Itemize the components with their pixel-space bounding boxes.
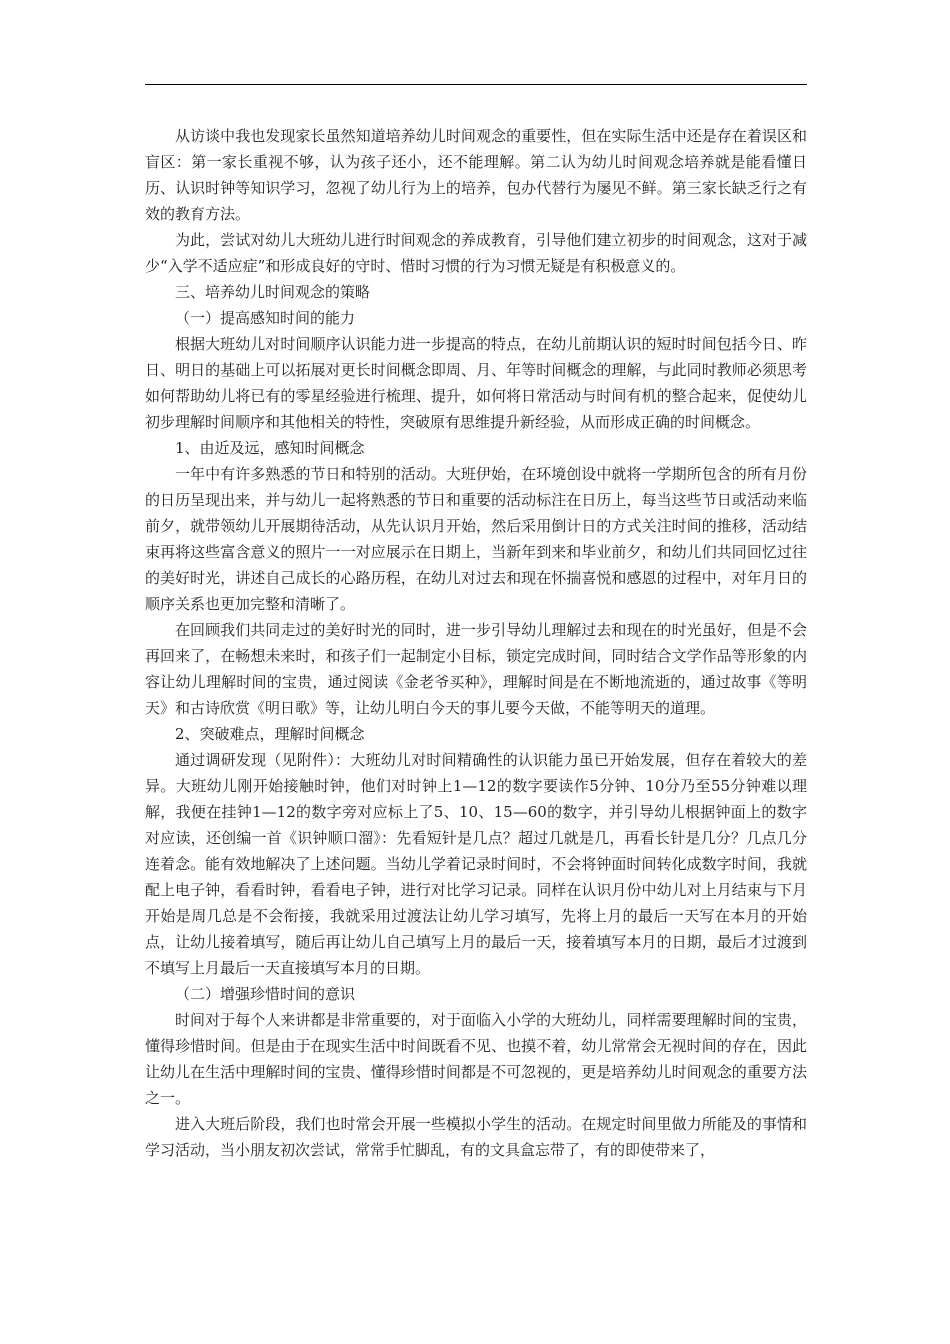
item-heading-near-to-far: 1、由近及远，感知时间概念 [175, 439, 365, 457]
paragraph-simulated-school: 进入大班后阶段，我们也时常会开展一些模拟小学生的活动。在规定时间里做力所能及的事情和学习活动，当小朋友初次尝试，常常手忙脚乱，有的文具盒忘带了，有的即使带来了， [145, 1115, 807, 1159]
paragraph-reviewing-time: 在回顾我们共同走过的美好时光的同时，进一步引导幼儿理解过去和现在的时光虽好，但是不会再回来了，在畅想未来时，和孩子们一起制定小目标，锁定完成时间，同时结合文学作品等形象的内容让幼儿理解时间的宝贵，通过阅读《金老爷买种》，理解时间是在不断地流逝的，通过故事《等明天》和古诗欣赏《明日歌》等，让幼儿明白今天的事儿要今天做，不能等明天的道理。 [145, 621, 807, 717]
section-heading-strategies: 三、培养幼儿时间观念的策略 [175, 283, 371, 301]
subsection-heading-perception: （一）提高感知时间的能力 [175, 309, 356, 327]
paragraph-parent-interviews: 从访谈中我也发现家长虽然知道培养幼儿时间观念的重要性，但在实际生活中还是存在着误区和盲区：第一家长重视不够，认为孩子还小，还不能理解。第二认为幼儿时间观念培养就是能看懂日历、认识时钟等知识学习，忽视了幼儿行为上的培养，包办代替行为屡见不鲜。第三家长缺乏行之有效的教育方法。 [145, 127, 807, 223]
item-heading-difficulties: 2、突破难点，理解时间概念 [175, 725, 365, 743]
paragraph-value-of-time: 时间对于每个人来讲都是非常重要的，对于面临入小学的大班幼儿，同样需要理解时间的宝贵，懂得珍惜时间。但是由于在现实生活中时间既看不见、也摸不着，幼儿常常会无视时间的存在，因此让幼儿在生活中理解时间的宝贵、懂得珍惜时间都是不可忽视的，更是培养幼儿时间观念的重要方法之一。 [145, 1011, 807, 1107]
paragraph-clock-learning: 通过调研发现（见附件）：大班幼儿对时间精确性的认识能力虽已开始发展，但存在着较大的差异。大班幼儿刚开始接触时钟，他们对时钟上1—12的数字要读作5分钟、10分乃至55分钟难以理解，我便在挂钟1—12的数字旁对应标上了5、10、15—60的数字，并引导幼儿根据钟面上的数字对应读，还创编一首《识钟顺口溜》：先看短针是几点？超过几就是几，再看长针是几分？几点几分连着念。能有效地解决了上述问题。当幼儿学着记录时间时，不会将钟面时间转化成数字时间，我就配上电子钟，看看时钟，看看电子钟，进行对比学习记录。同样在认识月份中幼儿对上月结束与下月开始是周几总是不会衔接，我就采用过渡法让幼儿学习填写，先将上月的最后一天写在本月的开始点，让幼儿接着填写，随后再让幼儿自己填写上月的最后一天，接着填写本月的日期，最后才过渡到不填写上月最后一天直接填写本月的日期。 [145, 751, 807, 977]
paragraph-calendar-activities: 一年中有许多熟悉的节日和特别的活动。大班伊始，在环境创设中就将一学期所包含的所有月份的日历呈现出来，并与幼儿一起将熟悉的节日和重要的活动标注在日历上，每当这些节日或活动来临前夕，就带领幼儿开展期待活动，从先认识月开始，然后采用倒计日的方式关注时间的推移，活动结束再将这些富含意义的照片一一对应展示在日期上，当新年到来和毕业前夕，和幼儿们共同回忆过往的美好时光，讲述自己成长的心路历程，在幼儿对过去和现在怀揣喜悦和感恩的过程中，对年月日的顺序关系也更加完整和清晰了。 [145, 465, 807, 613]
paragraph-purpose: 为此，尝试对幼儿大班幼儿进行时间观念的养成教育，引导他们建立初步的时间观念，这对于减少“入学不适应症”和形成良好的守时、惜时习惯的行为习惯无疑是有积极意义的。 [145, 231, 807, 275]
header-rule [145, 84, 807, 85]
paragraph-time-order: 根据大班幼儿对时间顺序认识能力进一步提高的特点，在幼儿前期认识的短时时间包括今日、昨日、明日的基础上可以拓展对更长时间概念即周、月、年等时间概念的理解，与此同时教师必须思考如何帮助幼儿将已有的零星经验进行梳理、提升，如何将日常活动与时间有机的整合起来，促使幼儿初步理解时间顺序和其他相关的特性，突破原有思维提升新经验，从而形成正确的时间概念。 [145, 335, 807, 431]
document-body [145, 123, 807, 1163]
subsection-heading-cherish-time: （二）增强珍惜时间的意识 [175, 985, 356, 1003]
